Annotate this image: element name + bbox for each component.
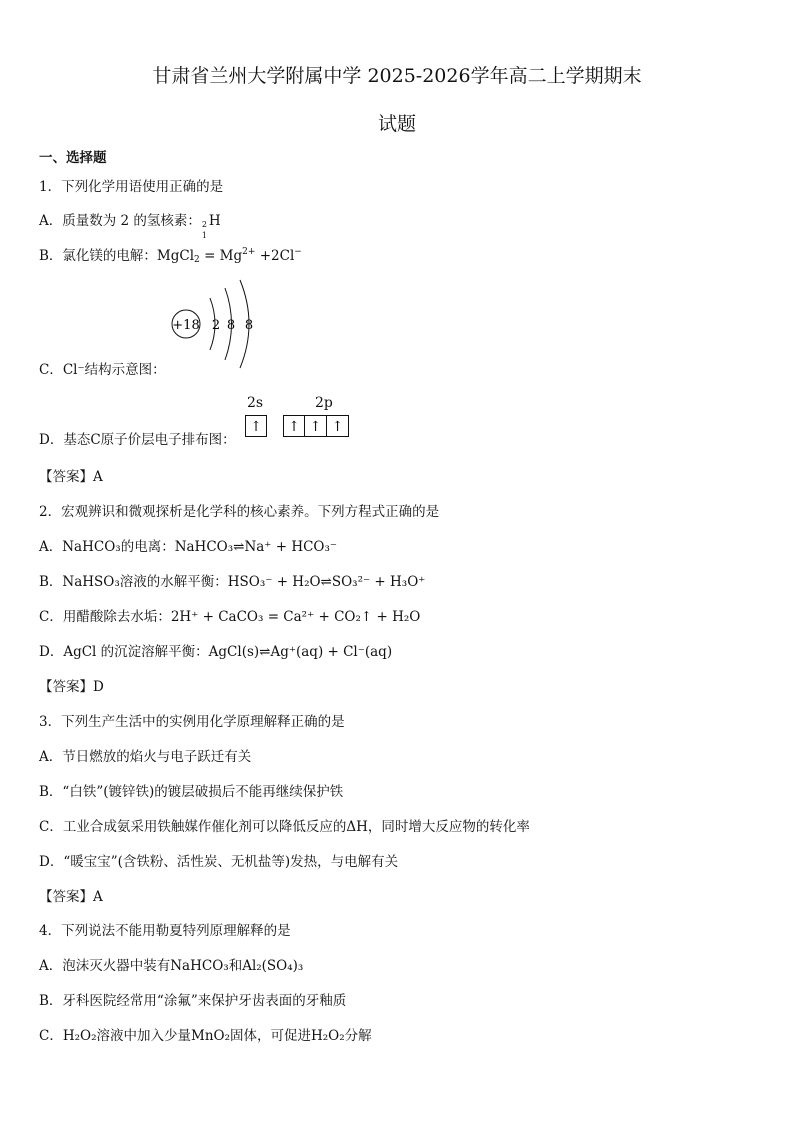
section-heading: 一、选择题 bbox=[39, 150, 107, 166]
q1-option-a bbox=[39, 209, 221, 240]
q1-option-a-text: A．质量数为 2 的氢核素： bbox=[39, 213, 201, 229]
up-arrow-icon: ↑ bbox=[305, 415, 327, 437]
up-arrow-icon: ↑ bbox=[327, 415, 349, 437]
q2-answer: 【答案】D bbox=[39, 679, 104, 695]
q1-answer: 【答案】A bbox=[39, 469, 103, 485]
q4-stem: 4．下列说法不能用勒夏特列原理解释的是 bbox=[39, 923, 291, 939]
doc-title-line1: 甘肃省兰州大学附属中学 2025-2026学年高二上学期期末 bbox=[152, 65, 642, 87]
shell-1-electrons: 2 bbox=[211, 318, 221, 333]
q3-option-a: A．节日燃放的焰火与电子跃迁有关 bbox=[39, 749, 252, 765]
mass-number: 2 bbox=[201, 220, 208, 229]
q2-option-c: C．用醋酸除去水垢：2H⁺ + CaCO₃ = Ca²⁺ + CO₂↑ + H₂O bbox=[39, 609, 421, 625]
q1-stem: 1．下列化学用语使用正确的是 bbox=[39, 179, 224, 195]
q1-b-end: +2Cl bbox=[255, 248, 295, 264]
q3-stem: 3．下列生产生活中的实例用化学原理解释正确的是 bbox=[39, 714, 345, 730]
orbital-2p-boxes bbox=[283, 415, 349, 437]
q2-option-d: D．AgCl 的沉淀溶解平衡：AgCl(s)⇌Ag⁺(aq) + Cl⁻(aq) bbox=[39, 644, 393, 660]
q3-option-d: D．“暖宝宝”(含铁粉、活性炭、无机盐等)发热，与电解有关 bbox=[39, 854, 399, 870]
q1-option-b: B．氯化镁的电解：MgCl$_2$ = $Mg^{2+} +2Cl^-$ bbox=[39, 247, 302, 265]
atomic-number: 1 bbox=[201, 231, 208, 240]
q4-option-a: A．泡沫灭火器中装有NaHCO₃和Al₂(SO₄)₃ bbox=[39, 958, 304, 974]
q2-option-b: B．NaHSO₃溶液的水解平衡：HSO₃⁻ + H₂O⇌SO₃²⁻ + H₃O⁺ bbox=[39, 574, 426, 590]
doc-title-line2: 试题 bbox=[377, 113, 416, 135]
chloride-structure-diagram bbox=[168, 278, 268, 373]
q2-stem: 2．宏观辨识和微观探析是化学科的核心素养。下列方程式正确的是 bbox=[39, 504, 440, 520]
q4-option-c: C．H₂O₂溶液中加入少量MnO₂固体，可促进H₂O₂分解 bbox=[39, 1028, 372, 1044]
q3-option-c: C．工业合成氨采用铁触媒作催化剂可以降低反应的ΔH，同时增大反应物的转化率 bbox=[39, 819, 530, 835]
orbital-2s-box bbox=[245, 415, 267, 437]
nucleus-charge: +18 bbox=[172, 318, 200, 333]
q1-option-c: C．Cl⁻结构示意图： bbox=[39, 362, 166, 378]
up-arrow-icon: ↑ bbox=[283, 415, 305, 437]
orbital-2p-label: 2p bbox=[315, 395, 333, 411]
q1-b-prefix: B．氯化镁的电解：MgCl bbox=[39, 248, 195, 264]
q3-option-b: B．“白铁”(镀锌铁)的镀层破损后不能再继续保护铁 bbox=[39, 784, 344, 800]
up-arrow-icon: ↑ bbox=[245, 415, 267, 437]
q1-b-mid: = Mg bbox=[199, 248, 243, 264]
q4-option-b: B．牙科医院经常用“涂氟”来保护牙齿表面的牙釉质 bbox=[39, 993, 347, 1009]
element-symbol: H bbox=[208, 213, 221, 229]
shell-3-electrons: 8 bbox=[244, 318, 254, 333]
orbital-2s-label: 2s bbox=[247, 395, 264, 411]
q2-option-a: A．NaHCO₃的电离：NaHCO₃⇌Na⁺ + HCO₃⁻ bbox=[39, 539, 338, 555]
q3-answer: 【答案】A bbox=[39, 889, 103, 905]
shell-2-electrons: 8 bbox=[226, 318, 236, 333]
q1-option-d: D．基态C原子价层电子排布图： bbox=[39, 432, 236, 448]
